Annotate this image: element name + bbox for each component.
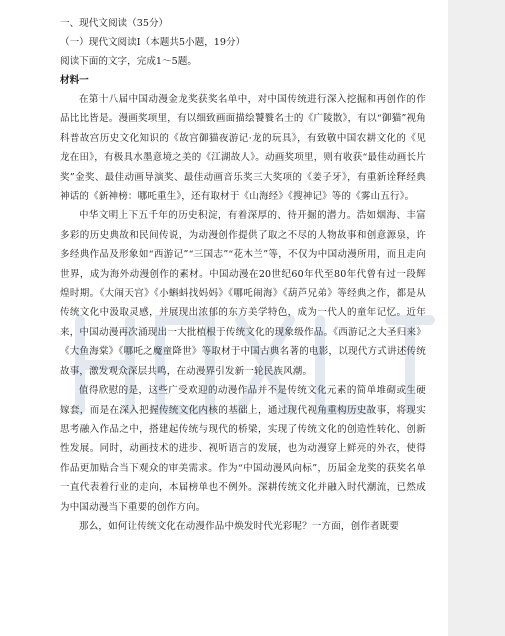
section-heading: 一、现代文阅读（35分） bbox=[60, 18, 169, 29]
paragraph-3: 值得欣慰的是，这些广受欢迎的动漫作品并不是传统文化元素的简单堆砌或生硬嫁套，而是在深入把握传统文化内核的基础上，通过现代视角重构历史故事，将现实思考融入作品之中，搭建起传统与现代的桥梁，实现了传统文化的创造性转化、创新性发展。同时，动画技术的进步、视听语言的发展，也为动漫穿上鲜亮的外衣，使得作品更加贴合当下观众的审美需求。作为“中国动漫风向标”，历届金龙奖的获奖名单一直代表着行业的走向，本届榜单也不例外。深耕传统文化并融入时代潮流，已然成为中国动漫当下重要的创作方向。 bbox=[60, 385, 426, 513]
paragraph-2: 中华文明上下五千年的历史积淀，有着深厚的、待开掘的潜力。浩如烟海、丰富多彩的历史典故和民间传说，为动漫创作提供了取之不尽的人物故事和创意源泉，许多经典作品及形象如“西游记”“三国志”“花木兰”等，不仅为中国动漫所用，而且走向世界，成为海外动漫创作的素材。中国动漫在20世纪60年代至80年代曾有过一段辉煌时期。《大闹天宫》《小蝌蚪找妈妈》《哪吒闹海》《葫芦兄弟》等经典之作，都是从传统文化中汲取灵感，并展现出浓郁的东方美学特色，成为一代人的童年记忆。近年来，中国动漫再次涌现出一大批植根于传统文化的现象级作品。《西游记之大圣归来》《大鱼海棠》《哪吒之魔童降世》等取材于中国古典名著的电影，以现代方式讲述传统故事，激发观众深层共鸣，在动漫界引发新一轮民族风潮。 bbox=[60, 210, 426, 377]
paragraph-4: 那么，如何让传统文化在动漫作品中焕发时代光彩呢？一方面，创作者既要 bbox=[79, 520, 400, 532]
material-title: 材料一 bbox=[60, 75, 89, 86]
paragraph-1: 在第十八届中国动漫金龙奖获奖名单中，对中国传统进行深入挖掘和再创作的作品比比皆是。漫画奖项里，有以细致画面描绘饕餮名士的《广陵散》，有以“御猫”视角科普故宫历史文化知识的《故宫御猫夜游记·龙的玩具》，有致敬中国农耕文化的《见龙在田》，有极具水墨意境之美的《江湖故人》。动画奖项里，则有收获“最佳动画长片奖”金奖、最佳动画导演奖、最佳动画音乐奖三大奖项的《姜子牙》，有重新诠释经典神话的《新神榜：哪吒重生》，还有取材于《山海经》《搜神记》等的《雾山五行》。 bbox=[60, 94, 426, 203]
instruction-text: 阅读下面的文字，完成1～5题。 bbox=[60, 56, 197, 67]
right-margin-panel bbox=[448, 0, 505, 636]
subsection-heading: （一）现代文阅读Ⅰ（本题共5小题，19分） bbox=[60, 37, 246, 48]
